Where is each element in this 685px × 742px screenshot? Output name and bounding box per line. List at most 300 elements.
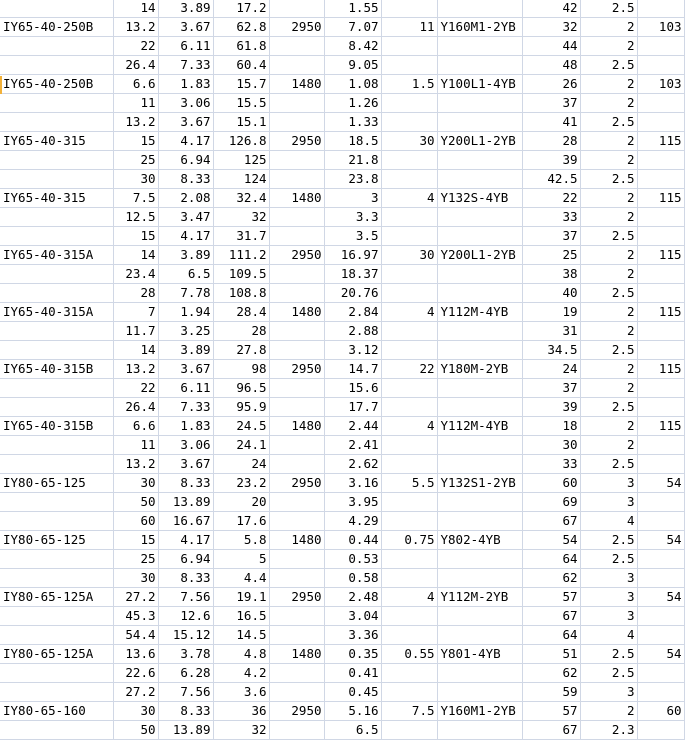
npsh-cell[interactable]: 3 (580, 683, 637, 702)
npsh-cell[interactable]: 2.5 (580, 56, 637, 75)
model-cell[interactable] (0, 208, 113, 227)
flow-ls-cell[interactable]: 3.89 (158, 246, 213, 265)
shaft-power-cell[interactable]: 5.16 (324, 702, 381, 721)
speed-cell[interactable] (269, 626, 324, 645)
speed-cell[interactable] (269, 721, 324, 740)
speed-cell[interactable] (269, 151, 324, 170)
head-cell[interactable]: 32 (213, 208, 269, 227)
head-cell[interactable]: 62.8 (213, 18, 269, 37)
flow-m3h-cell[interactable]: 15 (113, 531, 158, 550)
weight-cell[interactable] (637, 56, 684, 75)
motor-model-cell[interactable] (437, 664, 522, 683)
npsh-cell[interactable]: 2.5 (580, 170, 637, 189)
flow-ls-cell[interactable]: 3.06 (158, 436, 213, 455)
shaft-power-cell[interactable]: 3.36 (324, 626, 381, 645)
motor-model-cell[interactable]: Y802-4YB (437, 531, 522, 550)
shaft-power-cell[interactable]: 3.16 (324, 474, 381, 493)
motor-model-cell[interactable] (437, 436, 522, 455)
weight-cell[interactable] (637, 265, 684, 284)
shaft-power-cell[interactable]: 3 (324, 189, 381, 208)
weight-cell[interactable]: 115 (637, 132, 684, 151)
flow-m3h-cell[interactable]: 14 (113, 0, 158, 18)
motor-power-cell[interactable]: 30 (381, 132, 437, 151)
model-cell[interactable]: IY80-65-125 (0, 474, 113, 493)
efficiency-cell[interactable]: 60 (522, 474, 580, 493)
speed-cell[interactable]: 1480 (269, 303, 324, 322)
flow-ls-cell[interactable]: 7.56 (158, 683, 213, 702)
weight-cell[interactable] (637, 512, 684, 531)
model-cell[interactable]: IY65-40-315 (0, 189, 113, 208)
motor-power-cell[interactable]: 0.55 (381, 645, 437, 664)
shaft-power-cell[interactable]: 9.05 (324, 56, 381, 75)
motor-power-cell[interactable] (381, 208, 437, 227)
npsh-cell[interactable]: 3 (580, 588, 637, 607)
weight-cell[interactable]: 54 (637, 588, 684, 607)
head-cell[interactable]: 28 (213, 322, 269, 341)
flow-ls-cell[interactable]: 6.11 (158, 379, 213, 398)
efficiency-cell[interactable]: 37 (522, 379, 580, 398)
motor-model-cell[interactable] (437, 170, 522, 189)
efficiency-cell[interactable]: 33 (522, 208, 580, 227)
motor-model-cell[interactable]: Y160M1-2YB (437, 18, 522, 37)
motor-model-cell[interactable]: Y200L1-2YB (437, 132, 522, 151)
npsh-cell[interactable]: 2 (580, 417, 637, 436)
model-cell[interactable] (0, 493, 113, 512)
shaft-power-cell[interactable]: 18.37 (324, 265, 381, 284)
efficiency-cell[interactable]: 31 (522, 322, 580, 341)
efficiency-cell[interactable]: 41 (522, 113, 580, 132)
motor-model-cell[interactable] (437, 37, 522, 56)
motor-model-cell[interactable] (437, 208, 522, 227)
flow-ls-cell[interactable]: 7.78 (158, 284, 213, 303)
model-cell[interactable] (0, 569, 113, 588)
model-cell[interactable]: IY80-65-125A (0, 645, 113, 664)
weight-cell[interactable]: 54 (637, 645, 684, 664)
flow-m3h-cell[interactable]: 13.2 (113, 455, 158, 474)
head-cell[interactable]: 4.4 (213, 569, 269, 588)
speed-cell[interactable] (269, 379, 324, 398)
model-cell[interactable] (0, 37, 113, 56)
flow-m3h-cell[interactable]: 13.2 (113, 360, 158, 379)
weight-cell[interactable] (637, 436, 684, 455)
weight-cell[interactable]: 115 (637, 360, 684, 379)
npsh-cell[interactable]: 2.5 (580, 664, 637, 683)
npsh-cell[interactable]: 2 (580, 189, 637, 208)
motor-power-cell[interactable] (381, 265, 437, 284)
motor-power-cell[interactable] (381, 436, 437, 455)
flow-ls-cell[interactable]: 6.94 (158, 151, 213, 170)
shaft-power-cell[interactable]: 2.62 (324, 455, 381, 474)
speed-cell[interactable]: 1480 (269, 645, 324, 664)
efficiency-cell[interactable]: 37 (522, 94, 580, 113)
model-cell[interactable] (0, 512, 113, 531)
npsh-cell[interactable]: 3 (580, 474, 637, 493)
motor-model-cell[interactable] (437, 550, 522, 569)
speed-cell[interactable] (269, 550, 324, 569)
weight-cell[interactable] (637, 379, 684, 398)
motor-model-cell[interactable]: Y801-4YB (437, 645, 522, 664)
weight-cell[interactable] (637, 721, 684, 740)
motor-power-cell[interactable]: 22 (381, 360, 437, 379)
shaft-power-cell[interactable]: 16.97 (324, 246, 381, 265)
flow-m3h-cell[interactable]: 54.4 (113, 626, 158, 645)
motor-model-cell[interactable] (437, 113, 522, 132)
speed-cell[interactable] (269, 0, 324, 18)
motor-model-cell[interactable] (437, 265, 522, 284)
speed-cell[interactable] (269, 208, 324, 227)
efficiency-cell[interactable]: 59 (522, 683, 580, 702)
weight-cell[interactable] (637, 113, 684, 132)
motor-model-cell[interactable] (437, 322, 522, 341)
speed-cell[interactable] (269, 113, 324, 132)
flow-ls-cell[interactable]: 4.17 (158, 227, 213, 246)
speed-cell[interactable] (269, 398, 324, 417)
motor-model-cell[interactable] (437, 721, 522, 740)
model-cell[interactable] (0, 227, 113, 246)
weight-cell[interactable]: 115 (637, 303, 684, 322)
model-cell[interactable] (0, 664, 113, 683)
npsh-cell[interactable]: 2 (580, 360, 637, 379)
weight-cell[interactable]: 115 (637, 246, 684, 265)
head-cell[interactable]: 96.5 (213, 379, 269, 398)
motor-power-cell[interactable] (381, 493, 437, 512)
flow-m3h-cell[interactable]: 11 (113, 436, 158, 455)
flow-m3h-cell[interactable]: 26.4 (113, 398, 158, 417)
flow-m3h-cell[interactable]: 14 (113, 246, 158, 265)
weight-cell[interactable] (637, 0, 684, 18)
speed-cell[interactable]: 2950 (269, 702, 324, 721)
model-cell[interactable] (0, 151, 113, 170)
npsh-cell[interactable]: 2.5 (580, 227, 637, 246)
flow-m3h-cell[interactable]: 15 (113, 227, 158, 246)
motor-power-cell[interactable] (381, 56, 437, 75)
head-cell[interactable]: 16.5 (213, 607, 269, 626)
motor-power-cell[interactable] (381, 683, 437, 702)
efficiency-cell[interactable]: 57 (522, 588, 580, 607)
shaft-power-cell[interactable]: 1.08 (324, 75, 381, 94)
motor-power-cell[interactable] (381, 284, 437, 303)
head-cell[interactable]: 20 (213, 493, 269, 512)
npsh-cell[interactable]: 2.5 (580, 113, 637, 132)
weight-cell[interactable]: 54 (637, 531, 684, 550)
flow-ls-cell[interactable]: 4.17 (158, 132, 213, 151)
efficiency-cell[interactable]: 24 (522, 360, 580, 379)
motor-model-cell[interactable] (437, 227, 522, 246)
motor-power-cell[interactable] (381, 37, 437, 56)
weight-cell[interactable] (637, 455, 684, 474)
motor-power-cell[interactable] (381, 569, 437, 588)
head-cell[interactable]: 126.8 (213, 132, 269, 151)
motor-model-cell[interactable]: Y100L1-4YB (437, 75, 522, 94)
speed-cell[interactable] (269, 512, 324, 531)
head-cell[interactable]: 24.5 (213, 417, 269, 436)
head-cell[interactable]: 15.7 (213, 75, 269, 94)
efficiency-cell[interactable]: 62 (522, 664, 580, 683)
model-cell[interactable] (0, 341, 113, 360)
weight-cell[interactable] (637, 398, 684, 417)
head-cell[interactable]: 124 (213, 170, 269, 189)
motor-power-cell[interactable] (381, 170, 437, 189)
flow-ls-cell[interactable]: 15.12 (158, 626, 213, 645)
speed-cell[interactable] (269, 170, 324, 189)
weight-cell[interactable] (637, 626, 684, 645)
speed-cell[interactable]: 2950 (269, 246, 324, 265)
head-cell[interactable]: 108.8 (213, 284, 269, 303)
efficiency-cell[interactable]: 42.5 (522, 170, 580, 189)
motor-model-cell[interactable] (437, 398, 522, 417)
flow-m3h-cell[interactable]: 28 (113, 284, 158, 303)
shaft-power-cell[interactable]: 1.55 (324, 0, 381, 18)
motor-power-cell[interactable]: 1.5 (381, 75, 437, 94)
head-cell[interactable]: 61.8 (213, 37, 269, 56)
weight-cell[interactable] (637, 322, 684, 341)
speed-cell[interactable]: 1480 (269, 417, 324, 436)
motor-power-cell[interactable]: 11 (381, 18, 437, 37)
model-cell[interactable]: IY65-40-315 (0, 132, 113, 151)
flow-ls-cell[interactable]: 3.89 (158, 341, 213, 360)
weight-cell[interactable] (637, 607, 684, 626)
flow-m3h-cell[interactable]: 26.4 (113, 56, 158, 75)
flow-m3h-cell[interactable]: 45.3 (113, 607, 158, 626)
npsh-cell[interactable]: 2 (580, 379, 637, 398)
flow-m3h-cell[interactable]: 25 (113, 151, 158, 170)
weight-cell[interactable] (637, 94, 684, 113)
head-cell[interactable]: 17.2 (213, 0, 269, 18)
npsh-cell[interactable]: 2 (580, 702, 637, 721)
motor-power-cell[interactable]: 30 (381, 246, 437, 265)
model-cell[interactable] (0, 550, 113, 569)
flow-m3h-cell[interactable]: 27.2 (113, 588, 158, 607)
efficiency-cell[interactable]: 62 (522, 569, 580, 588)
shaft-power-cell[interactable]: 3.5 (324, 227, 381, 246)
shaft-power-cell[interactable]: 21.8 (324, 151, 381, 170)
motor-power-cell[interactable] (381, 0, 437, 18)
npsh-cell[interactable]: 2 (580, 322, 637, 341)
head-cell[interactable]: 5.8 (213, 531, 269, 550)
speed-cell[interactable] (269, 56, 324, 75)
motor-power-cell[interactable] (381, 379, 437, 398)
motor-power-cell[interactable] (381, 322, 437, 341)
head-cell[interactable]: 15.5 (213, 94, 269, 113)
head-cell[interactable]: 15.1 (213, 113, 269, 132)
flow-ls-cell[interactable]: 3.89 (158, 0, 213, 18)
npsh-cell[interactable]: 2 (580, 265, 637, 284)
flow-ls-cell[interactable]: 3.25 (158, 322, 213, 341)
weight-cell[interactable] (637, 664, 684, 683)
flow-ls-cell[interactable]: 3.67 (158, 360, 213, 379)
weight-cell[interactable] (637, 151, 684, 170)
motor-model-cell[interactable]: Y132S-4YB (437, 189, 522, 208)
head-cell[interactable]: 24.1 (213, 436, 269, 455)
motor-power-cell[interactable] (381, 455, 437, 474)
efficiency-cell[interactable]: 37 (522, 227, 580, 246)
speed-cell[interactable] (269, 436, 324, 455)
efficiency-cell[interactable]: 18 (522, 417, 580, 436)
flow-m3h-cell[interactable]: 7 (113, 303, 158, 322)
flow-ls-cell[interactable]: 12.6 (158, 607, 213, 626)
speed-cell[interactable] (269, 569, 324, 588)
weight-cell[interactable] (637, 569, 684, 588)
shaft-power-cell[interactable]: 18.5 (324, 132, 381, 151)
npsh-cell[interactable]: 3 (580, 569, 637, 588)
head-cell[interactable]: 32 (213, 721, 269, 740)
flow-ls-cell[interactable]: 6.94 (158, 550, 213, 569)
flow-ls-cell[interactable]: 6.28 (158, 664, 213, 683)
speed-cell[interactable]: 1480 (269, 189, 324, 208)
motor-model-cell[interactable] (437, 607, 522, 626)
shaft-power-cell[interactable]: 2.84 (324, 303, 381, 322)
npsh-cell[interactable]: 2.5 (580, 550, 637, 569)
motor-power-cell[interactable]: 5.5 (381, 474, 437, 493)
npsh-cell[interactable]: 2.5 (580, 455, 637, 474)
npsh-cell[interactable]: 3 (580, 493, 637, 512)
flow-ls-cell[interactable]: 3.06 (158, 94, 213, 113)
efficiency-cell[interactable]: 51 (522, 645, 580, 664)
efficiency-cell[interactable]: 40 (522, 284, 580, 303)
npsh-cell[interactable]: 2 (580, 208, 637, 227)
model-cell[interactable] (0, 284, 113, 303)
npsh-cell[interactable]: 2 (580, 75, 637, 94)
speed-cell[interactable] (269, 322, 324, 341)
flow-m3h-cell[interactable]: 27.2 (113, 683, 158, 702)
efficiency-cell[interactable]: 22 (522, 189, 580, 208)
npsh-cell[interactable]: 2 (580, 303, 637, 322)
flow-m3h-cell[interactable]: 11 (113, 94, 158, 113)
flow-ls-cell[interactable]: 3.67 (158, 18, 213, 37)
model-cell[interactable] (0, 683, 113, 702)
npsh-cell[interactable]: 2.5 (580, 398, 637, 417)
head-cell[interactable]: 98 (213, 360, 269, 379)
motor-power-cell[interactable]: 0.75 (381, 531, 437, 550)
shaft-power-cell[interactable]: 1.33 (324, 113, 381, 132)
efficiency-cell[interactable]: 57 (522, 702, 580, 721)
motor-power-cell[interactable] (381, 512, 437, 531)
flow-m3h-cell[interactable]: 7.5 (113, 189, 158, 208)
shaft-power-cell[interactable]: 4.29 (324, 512, 381, 531)
npsh-cell[interactable]: 2.5 (580, 0, 637, 18)
npsh-cell[interactable]: 2.5 (580, 341, 637, 360)
model-cell[interactable] (0, 94, 113, 113)
model-cell[interactable]: IY80-65-160 (0, 702, 113, 721)
motor-power-cell[interactable] (381, 626, 437, 645)
head-cell[interactable]: 36 (213, 702, 269, 721)
head-cell[interactable]: 27.8 (213, 341, 269, 360)
motor-power-cell[interactable] (381, 227, 437, 246)
flow-m3h-cell[interactable]: 50 (113, 493, 158, 512)
weight-cell[interactable]: 54 (637, 474, 684, 493)
efficiency-cell[interactable]: 69 (522, 493, 580, 512)
motor-model-cell[interactable] (437, 569, 522, 588)
motor-power-cell[interactable]: 4 (381, 189, 437, 208)
flow-ls-cell[interactable]: 3.67 (158, 113, 213, 132)
shaft-power-cell[interactable]: 17.7 (324, 398, 381, 417)
flow-ls-cell[interactable]: 8.33 (158, 569, 213, 588)
weight-cell[interactable]: 103 (637, 75, 684, 94)
head-cell[interactable]: 17.6 (213, 512, 269, 531)
flow-m3h-cell[interactable]: 23.4 (113, 265, 158, 284)
weight-cell[interactable] (637, 493, 684, 512)
flow-ls-cell[interactable]: 1.94 (158, 303, 213, 322)
head-cell[interactable]: 28.4 (213, 303, 269, 322)
efficiency-cell[interactable]: 54 (522, 531, 580, 550)
speed-cell[interactable] (269, 94, 324, 113)
npsh-cell[interactable]: 3 (580, 607, 637, 626)
model-cell[interactable] (0, 170, 113, 189)
head-cell[interactable]: 4.8 (213, 645, 269, 664)
flow-ls-cell[interactable]: 16.67 (158, 512, 213, 531)
head-cell[interactable]: 109.5 (213, 265, 269, 284)
model-cell[interactable] (0, 436, 113, 455)
speed-cell[interactable] (269, 265, 324, 284)
flow-ls-cell[interactable]: 1.83 (158, 75, 213, 94)
efficiency-cell[interactable]: 48 (522, 56, 580, 75)
efficiency-cell[interactable]: 19 (522, 303, 580, 322)
motor-power-cell[interactable] (381, 721, 437, 740)
shaft-power-cell[interactable]: 3.12 (324, 341, 381, 360)
flow-m3h-cell[interactable]: 22.6 (113, 664, 158, 683)
motor-model-cell[interactable]: Y160M1-2YB (437, 702, 522, 721)
efficiency-cell[interactable]: 32 (522, 18, 580, 37)
shaft-power-cell[interactable]: 0.58 (324, 569, 381, 588)
npsh-cell[interactable]: 2.5 (580, 645, 637, 664)
flow-m3h-cell[interactable]: 14 (113, 341, 158, 360)
flow-ls-cell[interactable]: 8.33 (158, 702, 213, 721)
flow-m3h-cell[interactable]: 25 (113, 550, 158, 569)
speed-cell[interactable]: 1480 (269, 75, 324, 94)
flow-m3h-cell[interactable]: 22 (113, 37, 158, 56)
shaft-power-cell[interactable]: 2.41 (324, 436, 381, 455)
efficiency-cell[interactable]: 67 (522, 607, 580, 626)
speed-cell[interactable] (269, 493, 324, 512)
speed-cell[interactable]: 2950 (269, 360, 324, 379)
flow-m3h-cell[interactable]: 11.7 (113, 322, 158, 341)
flow-m3h-cell[interactable]: 50 (113, 721, 158, 740)
flow-ls-cell[interactable]: 1.83 (158, 417, 213, 436)
flow-ls-cell[interactable]: 4.17 (158, 531, 213, 550)
efficiency-cell[interactable]: 30 (522, 436, 580, 455)
head-cell[interactable]: 5 (213, 550, 269, 569)
shaft-power-cell[interactable]: 20.76 (324, 284, 381, 303)
efficiency-cell[interactable]: 25 (522, 246, 580, 265)
speed-cell[interactable] (269, 37, 324, 56)
model-cell[interactable]: IY65-40-315B (0, 417, 113, 436)
npsh-cell[interactable]: 2 (580, 18, 637, 37)
motor-model-cell[interactable]: Y180M-2YB (437, 360, 522, 379)
speed-cell[interactable]: 2950 (269, 132, 324, 151)
model-cell[interactable] (0, 398, 113, 417)
speed-cell[interactable]: 2950 (269, 474, 324, 493)
flow-ls-cell[interactable]: 13.89 (158, 493, 213, 512)
efficiency-cell[interactable]: 38 (522, 265, 580, 284)
efficiency-cell[interactable]: 28 (522, 132, 580, 151)
npsh-cell[interactable]: 2 (580, 94, 637, 113)
speed-cell[interactable]: 2950 (269, 18, 324, 37)
npsh-cell[interactable]: 2.5 (580, 284, 637, 303)
shaft-power-cell[interactable]: 0.35 (324, 645, 381, 664)
npsh-cell[interactable]: 2 (580, 151, 637, 170)
weight-cell[interactable] (637, 284, 684, 303)
npsh-cell[interactable]: 2 (580, 246, 637, 265)
motor-model-cell[interactable]: Y132S1-2YB (437, 474, 522, 493)
motor-power-cell[interactable] (381, 550, 437, 569)
motor-model-cell[interactable] (437, 341, 522, 360)
speed-cell[interactable] (269, 455, 324, 474)
speed-cell[interactable] (269, 607, 324, 626)
weight-cell[interactable]: 115 (637, 189, 684, 208)
motor-power-cell[interactable] (381, 94, 437, 113)
flow-ls-cell[interactable]: 6.11 (158, 37, 213, 56)
shaft-power-cell[interactable]: 6.5 (324, 721, 381, 740)
